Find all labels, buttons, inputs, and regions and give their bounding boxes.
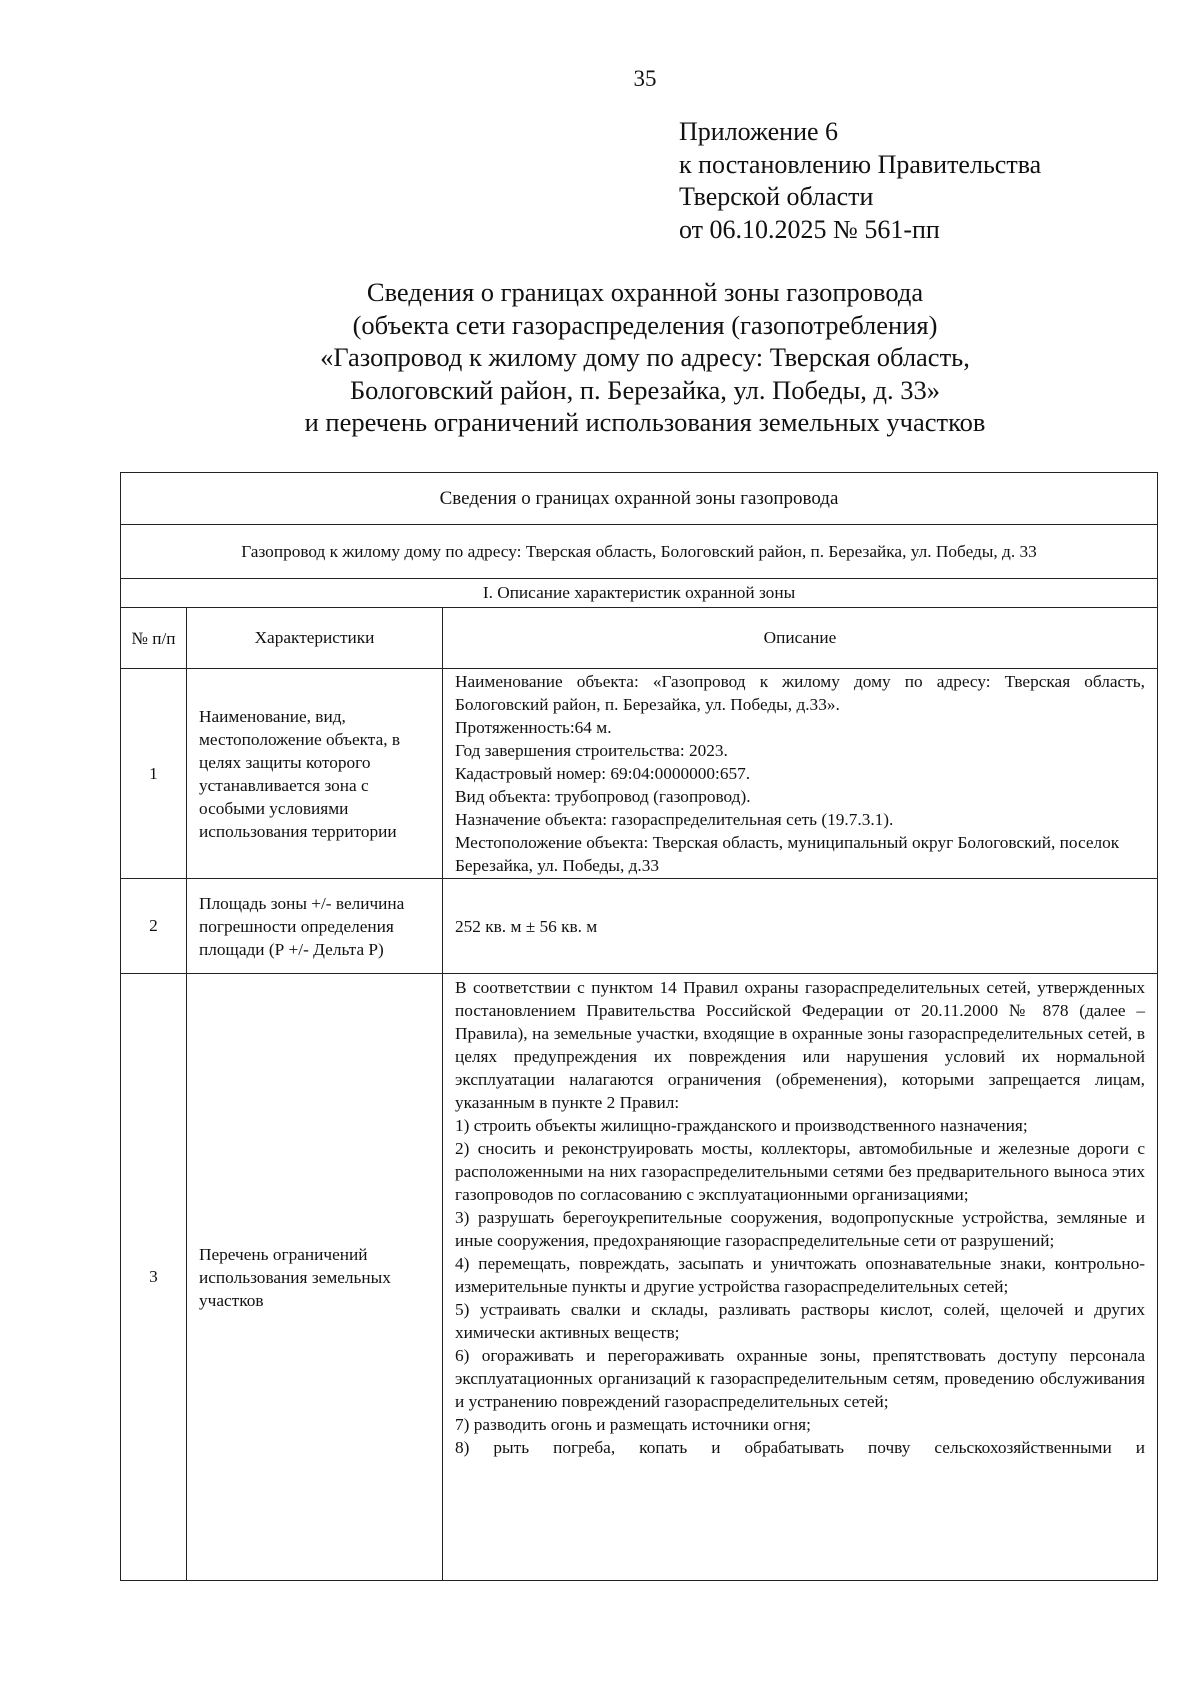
desc-paragraph: 7) разводить огонь и размещать источники огня;	[455, 1415, 811, 1434]
title-line: Бологовский район, п. Березайка, ул. Победы, д. 33»	[349, 374, 941, 405]
desc-line: Назначение объекта: газораспределительная сеть (19.7.3.1).	[455, 810, 894, 829]
desc-line: Вид объекта: трубопровод (газопровод).	[455, 787, 751, 806]
row-description	[443, 669, 1158, 879]
document-title	[120, 276, 1170, 439]
object-name: Газопровод к жилому дому по адресу: Тверская область, Бологовский район, п. Березайка, ул. Победы, д. 33	[121, 525, 1158, 579]
appendix-line: Тверской области	[679, 182, 874, 211]
appendix-line: от 06.10.2025 № 561-пп	[679, 214, 940, 244]
zone-info-table	[120, 472, 1158, 1581]
title-line: Сведения о границах охранной зоны газопровода	[366, 277, 924, 307]
page-number: 35	[633, 66, 657, 91]
table-row	[121, 974, 1158, 1581]
section-heading: I. Описание характеристик охранной зоны	[121, 579, 1158, 608]
desc-paragraph: 4) перемещать, повреждать, засыпать и уничтожать опознавательные знаки, контрольно-измерительные пункты и другие устройства газораспределительных сетей;	[455, 1254, 1145, 1296]
title-line: и перечень ограничений использования земельных участков	[304, 407, 986, 438]
row-description	[443, 974, 1158, 1581]
desc-line: Наименование объекта: «Газопровод к жилому дому по адресу: Тверская область, Бологовский район, п. Березайка, ул. Победы, д.33».	[455, 672, 1145, 714]
desc-line: Год завершения строительства: 2023.	[455, 741, 728, 760]
row-num: 3	[121, 974, 187, 1581]
table-row	[121, 669, 1158, 879]
desc-paragraph: 6) огораживать и перегораживать охранные зоны, препятствовать доступу персонала эксплуатационных организаций к газораспределительным сетям, проведению обслуживания и устранению повреждений газораспределительных сетей;	[455, 1346, 1145, 1411]
desc-line: Местоположение объекта: Тверская область, муниципальный округ Бологовский, поселок Березайка, ул. Победы, д.33	[455, 833, 1120, 875]
row-description: 252 кв. м ± 56 кв. м	[443, 879, 1158, 974]
title-line: «Газопровод к жилому дому по адресу: Тверская область,	[320, 342, 970, 373]
header-num: № п/п	[121, 608, 187, 669]
appendix-line: Приложение 6	[679, 117, 839, 146]
header-characteristics: Характеристики	[187, 608, 443, 669]
row-characteristic: Площадь зоны +/- величина погрешности определения площади (Р +/- Дельта Р)	[187, 879, 443, 974]
desc-line: Протяженность:64 м.	[455, 718, 612, 737]
desc-paragraph: 1) строить объекты жилищно-гражданского и производственного назначения;	[455, 1116, 1028, 1135]
appendix-line: к постановлению Правительства	[679, 149, 1042, 179]
row-characteristic: Наименование, вид, местоположение объекта, в целях защиты которого устанавливается зона с особыми условиями использования территории	[187, 669, 443, 879]
header-description: Описание	[443, 608, 1158, 669]
desc-paragraph: 8) рыть погреба, копать и обрабатывать почву сельскохозяйственными и	[455, 1438, 1145, 1457]
title-line: (объекта сети газораспределения (газопотребления)	[352, 309, 938, 340]
row-num: 1	[121, 669, 187, 879]
table-row	[121, 879, 1158, 974]
desc-paragraph: В соответствии с пунктом 14 Правил охраны газораспределительных сетей, утвержденных постановлением Правительства Российской Федерации от 20.11.2000 № 878 (далее – Правила), на земельные участки, входящие в охранные зоны газораспределительных сетей, в целях предупреждения их повреждения или нарушения условий их нормальной эксплуатации налагаются ограничения (обременения), которыми запрещается лицам, указанным в пункте 2 Правил:	[455, 978, 1145, 1112]
table-heading: Сведения о границах охранной зоны газопровода	[121, 473, 1158, 525]
desc-line: Кадастровый номер: 69:04:0000000:657.	[455, 764, 751, 783]
appendix-header	[679, 116, 1041, 246]
row-num: 2	[121, 879, 187, 974]
row-characteristic: Перечень ограничений использования земельных участков	[187, 974, 443, 1581]
desc-paragraph: 2) сносить и реконструировать мосты, коллекторы, автомобильные и железные дороги с расположенными на них газораспределительными сетями без предварительного выноса этих газопроводов по согласованию с эксплуатационными организациями;	[455, 1139, 1145, 1204]
desc-paragraph: 3) разрушать берегоукрепительные сооружения, водопропускные устройства, земляные и иные сооружения, предохраняющие газораспределительные сети от разрушений;	[455, 1208, 1145, 1250]
desc-paragraph: 5) устраивать свалки и склады, разливать растворы кислот, солей, щелочей и других химически активных веществ;	[455, 1300, 1145, 1342]
